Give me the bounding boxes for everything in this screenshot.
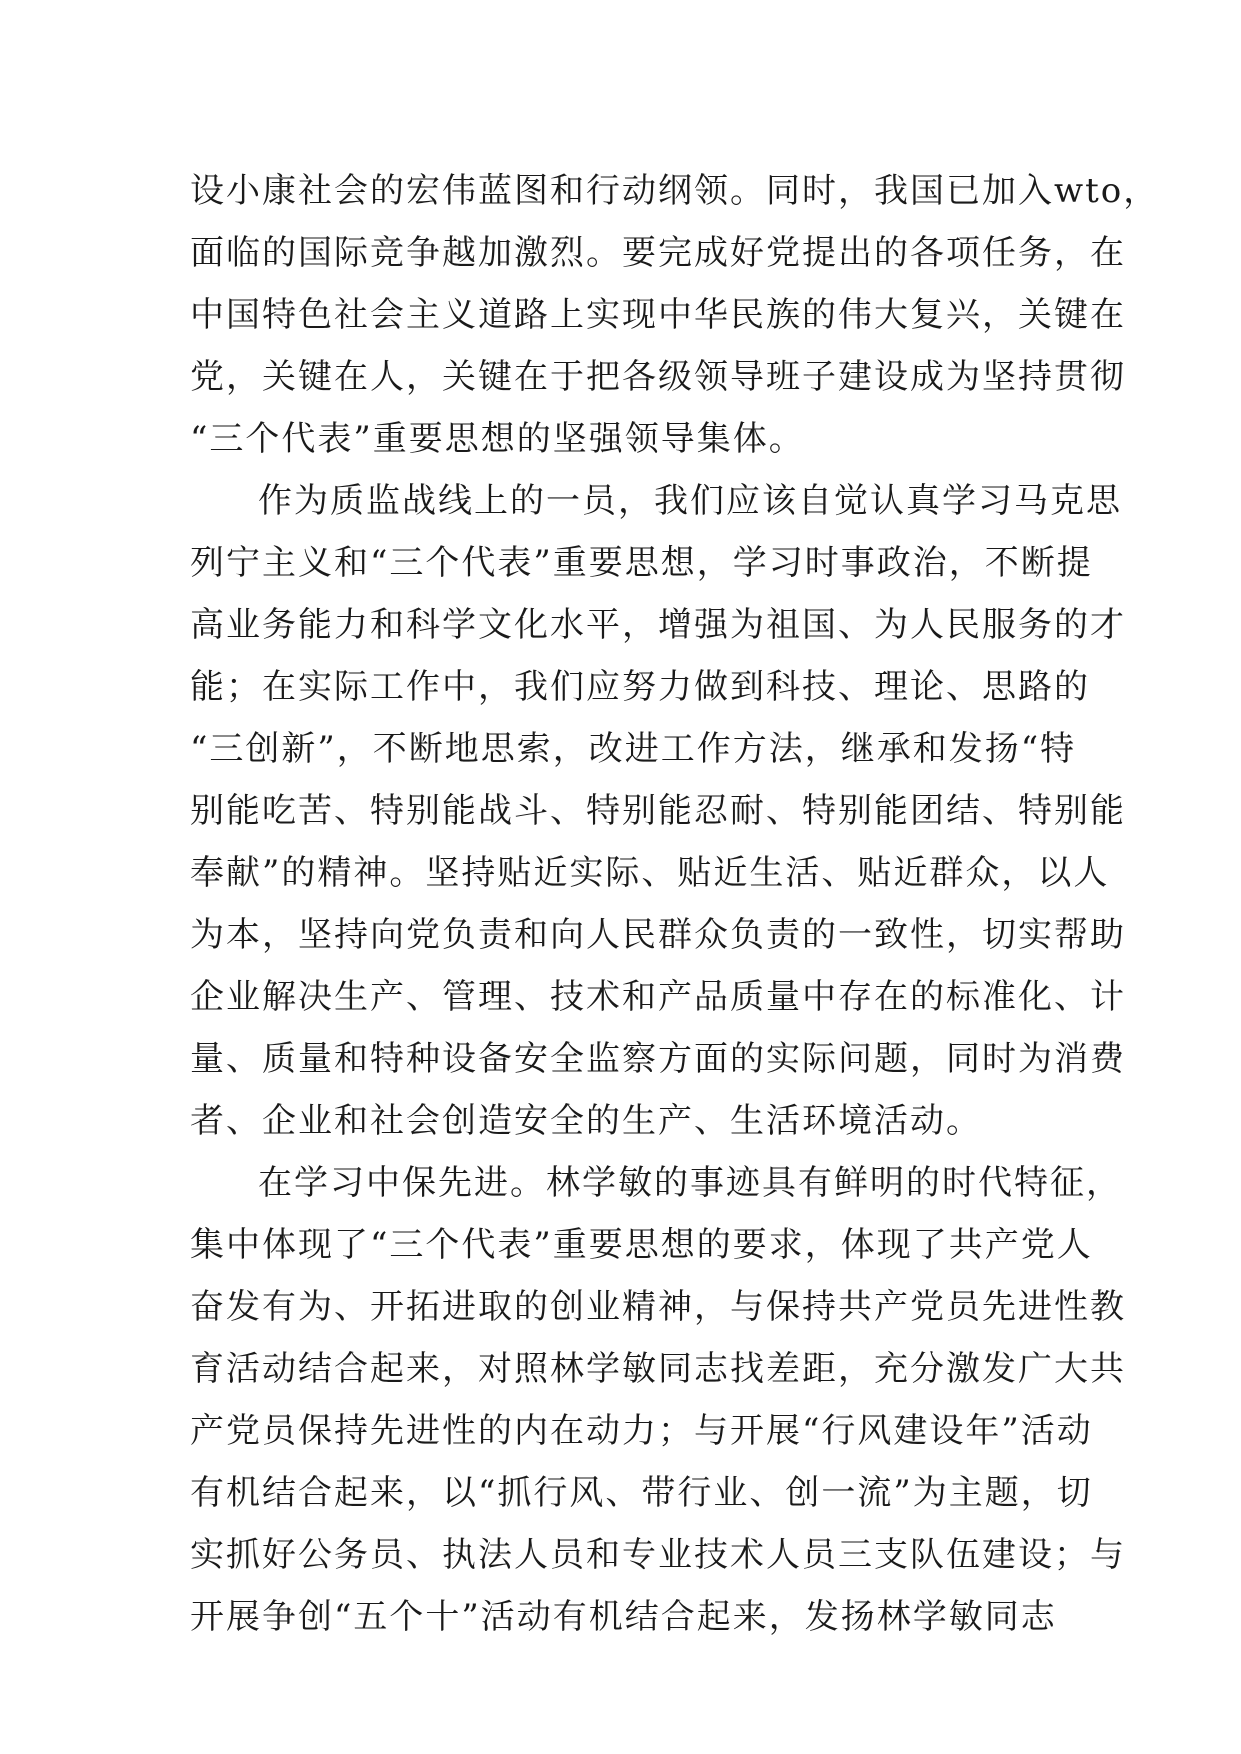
text-line: 面临的国际竞争越加激烈。要完成好党提出的各项任务，在 — [190, 233, 1126, 273]
text-line: 量、质量和特种设备安全监察方面的实际问题，同时为消费 — [190, 1039, 1126, 1079]
text-line: 设小康社会的宏伟蓝图和行动纲领。同时，我国已加入wto， — [190, 171, 1160, 211]
text-line: 有机结合起来，以“抓行风、带行业、创一流”为主题，切 — [190, 1473, 1093, 1513]
text-line: 育活动结合起来，对照林学敏同志找差距，充分激发广大共 — [190, 1349, 1126, 1389]
text-line: 企业解决生产、管理、技术和产品质量中存在的标准化、计 — [190, 977, 1126, 1017]
text-line: 奉献”的精神。坚持贴近实际、贴近生活、贴近群众，以人 — [190, 853, 1110, 893]
text-line: 在学习中保先进。林学敏的事迹具有鲜明的时代特征， — [258, 1163, 1122, 1203]
text-line: 者、企业和社会创造安全的生产、生活环境活动。 — [190, 1101, 982, 1141]
text-line: 奋发有为、开拓进取的创业精神，与保持共产党员先进性教 — [190, 1287, 1126, 1327]
body-text — [190, 160, 1160, 1648]
text-line: “三个代表”重要思想的坚强领导集体。 — [190, 419, 805, 459]
text-line: 列宁主义和“三个代表”重要思想，学习时事政治，不断提 — [190, 543, 1093, 583]
text-line: 产党员保持先进性的内在动力；与开展“行风建设年”活动 — [190, 1411, 1093, 1451]
text-line: 能；在实际工作中，我们应努力做到科技、理论、思路的 — [190, 667, 1090, 707]
text-line: 中国特色社会主义道路上实现中华民族的伟大复兴，关键在 — [190, 295, 1126, 335]
text-line: 高业务能力和科学文化水平，增强为祖国、为人民服务的才 — [190, 605, 1126, 645]
text-line: “三创新”，不断地思索，改进工作方法，继承和发扬“特 — [190, 729, 1077, 769]
text-line: 集中体现了“三个代表”重要思想的要求，体现了共产党人 — [190, 1225, 1093, 1265]
text-line: 作为质监战线上的一员，我们应该自觉认真学习马克思 — [258, 481, 1122, 521]
text-line: 为本，坚持向党负责和向人民群众负责的一致性，切实帮助 — [190, 915, 1126, 955]
text-line: 实抓好公务员、执法人员和专业技术人员三支队伍建设；与 — [190, 1535, 1126, 1575]
text-line: 党，关键在人，关键在于把各级领导班子建设成为坚持贯彻 — [190, 357, 1126, 397]
text-line: 别能吃苦、特别能战斗、特别能忍耐、特别能团结、特别能 — [190, 791, 1126, 831]
text-line: 开展争创“五个十”活动有机结合起来，发扬林学敏同志 — [190, 1597, 1057, 1637]
